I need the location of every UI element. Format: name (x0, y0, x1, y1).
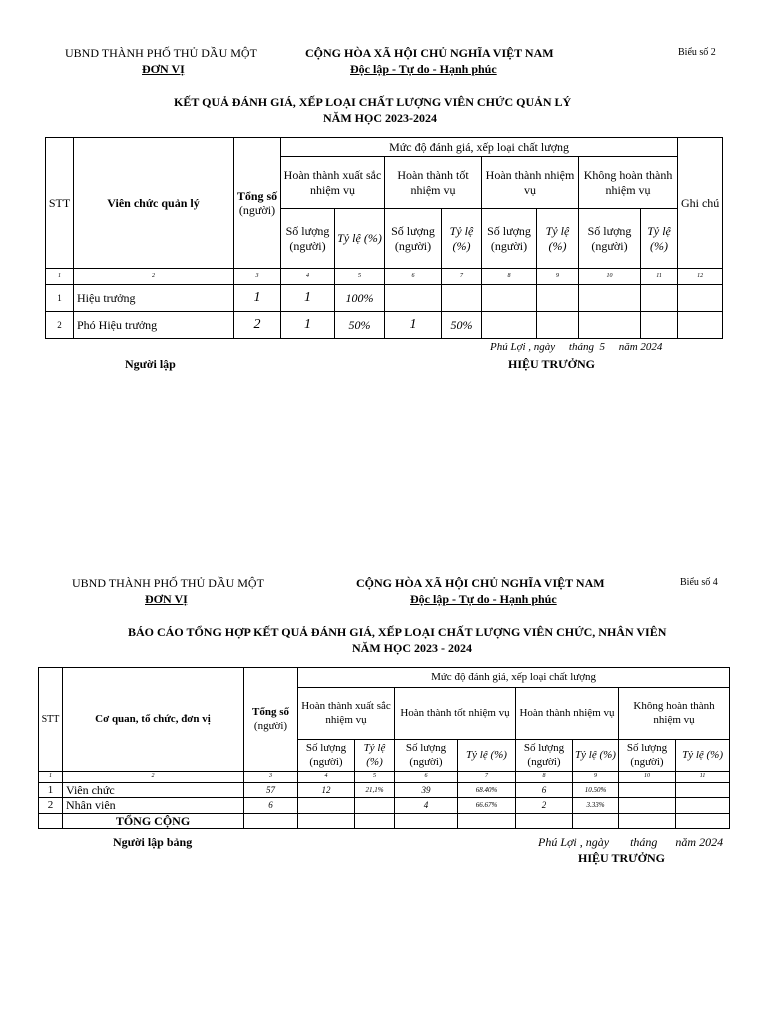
header-qty: Số lượng (người) (395, 740, 458, 772)
row-cat4-qty (619, 798, 676, 813)
header-level: Mức độ đánh giá, xếp loại chất lượng (298, 668, 730, 688)
col-number: 5 (335, 269, 385, 285)
total-label: TỔNG CỘNG (63, 813, 244, 828)
row-cat4-rate (676, 783, 730, 798)
total-cell (516, 813, 573, 828)
header-cat1: Hoàn thành xuất sắc nhiệm vụ (281, 157, 385, 209)
header-rate: Tỷ lệ (%) (676, 740, 730, 772)
total-cell (676, 813, 730, 828)
header-rate: Tỷ lệ (%) (355, 740, 395, 772)
total-cell (298, 813, 355, 828)
col-number: 2 (63, 772, 244, 783)
row-note (678, 312, 723, 339)
row-cat3-rate: 10.50% (573, 783, 619, 798)
form1-left-org: UBND THÀNH PHỐ THỦ DẦU MỘT (65, 46, 257, 60)
row-cat2-rate: 50% (442, 312, 482, 339)
form2-table (38, 667, 730, 829)
row-cat2-qty (385, 285, 442, 312)
row-stt: 2 (46, 312, 74, 339)
row-cat3-rate (537, 312, 579, 339)
header-total: Tổng số (người) (234, 138, 281, 269)
header-note: Ghi chú (678, 138, 723, 269)
col-number: 5 (355, 772, 395, 783)
header-total: Tổng số (người) (244, 668, 298, 772)
row-cat2-qty: 4 (395, 798, 458, 813)
table-row (39, 783, 730, 798)
form2-left-unit: ĐƠN VỊ (145, 592, 188, 606)
form2-national-title: CỘNG HÒA XÃ HỘI CHỦ NGHĨA VIỆT NAM (356, 576, 605, 590)
row-cat3-qty: 6 (516, 783, 573, 798)
header-subject: Cơ quan, tổ chức, đơn vị (63, 668, 244, 772)
col-number: 9 (573, 772, 619, 783)
total-cell (619, 813, 676, 828)
row-cat2-rate (442, 285, 482, 312)
header-qty: Số lượng (người) (482, 209, 537, 269)
header-total-unit: (người) (238, 203, 276, 217)
row-cat1-rate: 100% (335, 285, 385, 312)
row-cat2-qty: 39 (395, 783, 458, 798)
header-rate: Tỷ lệ (%) (537, 209, 579, 269)
row-stt: 2 (39, 798, 63, 813)
row-cat3-rate: 3.33% (573, 798, 619, 813)
col-number: 6 (395, 772, 458, 783)
row-cat1-rate: 50% (335, 312, 385, 339)
col-number: 4 (298, 772, 355, 783)
row-cat2-rate: 66.67% (458, 798, 516, 813)
row-cat1-qty: 1 (281, 285, 335, 312)
header-cat2: Hoàn thành tốt nhiệm vụ (385, 157, 482, 209)
table-row (46, 312, 723, 339)
row-stt: 1 (39, 783, 63, 798)
row-name: Hiệu trưởng (74, 285, 234, 312)
header-rate: Tỷ lệ (%) (442, 209, 482, 269)
form1-form-number: Biểu số 2 (678, 47, 716, 58)
header-stt: STT (39, 668, 63, 772)
total-cell (458, 813, 516, 828)
total-row-stt (39, 813, 63, 828)
col-number: 11 (676, 772, 730, 783)
row-note (678, 285, 723, 312)
row-cat3-rate (537, 285, 579, 312)
form1-table (45, 137, 723, 339)
header-qty: Số lượng (người) (579, 209, 641, 269)
row-cat4-rate (641, 285, 678, 312)
form2-motto: Độc lập - Tự do - Hạnh phúc (410, 592, 557, 606)
row-cat4-rate (676, 798, 730, 813)
col-number: 1 (39, 772, 63, 783)
form1-motto: Độc lập - Tự do - Hạnh phúc (350, 62, 497, 76)
header-qty: Số lượng (người) (385, 209, 442, 269)
header-level: Mức độ đánh giá, xếp loại chất lượng (281, 138, 678, 157)
form2-preparer: Người lập bảng (113, 835, 193, 849)
form2-left-org: UBND THÀNH PHỐ THỦ DẦU MỘT (72, 576, 264, 590)
col-number: 10 (619, 772, 676, 783)
header-rate: Tỷ lệ (%) (641, 209, 678, 269)
header-qty: Số lượng (người) (619, 740, 676, 772)
header-rate: Tỷ lệ (%) (573, 740, 619, 772)
header-cat3: Hoàn thành nhiệm vụ (516, 688, 619, 740)
col-number: 7 (442, 269, 482, 285)
header-total-unit: (người) (253, 719, 288, 732)
form1-place-date: Phú Lợi , ngày tháng 5 năm 2024 (490, 341, 663, 353)
row-cat4-qty (619, 783, 676, 798)
header-cat3: Hoàn thành nhiệm vụ (482, 157, 579, 209)
col-number: 6 (385, 269, 442, 285)
col-number: 2 (74, 269, 234, 285)
header-qty: Số lượng (người) (516, 740, 573, 772)
row-cat2-qty: 1 (385, 312, 442, 339)
row-cat4-qty (579, 312, 641, 339)
table-row (39, 798, 730, 813)
row-name: Viên chức (63, 783, 244, 798)
form1-report-year: NĂM HỌC 2023-2024 (323, 111, 437, 125)
row-total: 2 (234, 312, 281, 339)
row-cat1-qty: 12 (298, 783, 355, 798)
row-cat3-qty (482, 312, 537, 339)
row-cat1-qty: 1 (281, 312, 335, 339)
col-number: 4 (281, 269, 335, 285)
col-number: 3 (244, 772, 298, 783)
header-cat1: Hoàn thành xuất sắc nhiệm vụ (298, 688, 395, 740)
form1-report-title: KẾT QUẢ ĐÁNH GIÁ, XẾP LOẠI CHẤT LƯỢNG VIÊN CHỨC QUẢN LÝ (174, 95, 572, 109)
row-total: 57 (244, 783, 298, 798)
header-rate: Tỷ lệ (%) (458, 740, 516, 772)
row-total: 6 (244, 798, 298, 813)
col-number: 8 (516, 772, 573, 783)
row-total: 1 (234, 285, 281, 312)
header-stt: STT (46, 138, 74, 269)
col-number: 10 (579, 269, 641, 285)
header-qty: Số lượng (người) (298, 740, 355, 772)
form2-place-date: Phú Lợi , ngày tháng năm 2024 (538, 835, 724, 849)
form1-principal: HIỆU TRƯỞNG (508, 357, 596, 371)
row-cat4-rate (641, 312, 678, 339)
row-cat1-qty (298, 798, 355, 813)
row-name: Phó Hiệu trưởng (74, 312, 234, 339)
row-cat1-rate: 21,1% (355, 783, 395, 798)
total-cell (355, 813, 395, 828)
form1-preparer: Người lập (125, 357, 176, 371)
col-number: 3 (234, 269, 281, 285)
row-cat3-qty: 2 (516, 798, 573, 813)
col-number: 7 (458, 772, 516, 783)
form1-national-title: CỘNG HÒA XÃ HỘI CHỦ NGHĨA VIỆT NAM (305, 46, 554, 60)
table-row (46, 285, 723, 312)
total-row (39, 813, 730, 828)
header-subject: Viên chức quản lý (74, 138, 234, 269)
total-cell (244, 813, 298, 828)
form2-report-year: NĂM HỌC 2023 - 2024 (352, 641, 472, 655)
col-number: 12 (678, 269, 723, 285)
row-stt: 1 (46, 285, 74, 312)
total-cell (573, 813, 619, 828)
row-cat2-rate: 68.40% (458, 783, 516, 798)
header-cat2: Hoàn thành tốt nhiệm vụ (395, 688, 516, 740)
row-cat3-qty (482, 285, 537, 312)
col-number: 1 (46, 269, 74, 285)
row-name: Nhân viên (63, 798, 244, 813)
total-cell (395, 813, 458, 828)
col-number: 11 (641, 269, 678, 285)
header-qty: Số lượng (người) (281, 209, 335, 269)
form2-report-title: BÁO CÁO TỔNG HỢP KẾT QUẢ ĐÁNH GIÁ, XẾP LOẠI CHẤT LƯỢNG VIÊN CHỨC, NHÂN VIÊN (128, 625, 667, 639)
header-cat4: Không hoàn thành nhiệm vụ (619, 688, 730, 740)
header-cat4: Không hoàn thành nhiệm vụ (579, 157, 678, 209)
row-cat1-rate (355, 798, 395, 813)
row-cat4-qty (579, 285, 641, 312)
header-rate: Tỷ lệ (%) (335, 209, 385, 269)
col-number: 9 (537, 269, 579, 285)
form1-left-unit: ĐƠN VỊ (142, 62, 185, 76)
form2-form-number: Biểu số 4 (680, 577, 718, 588)
col-number: 8 (482, 269, 537, 285)
form2-principal: HIỆU TRƯỞNG (578, 851, 666, 865)
